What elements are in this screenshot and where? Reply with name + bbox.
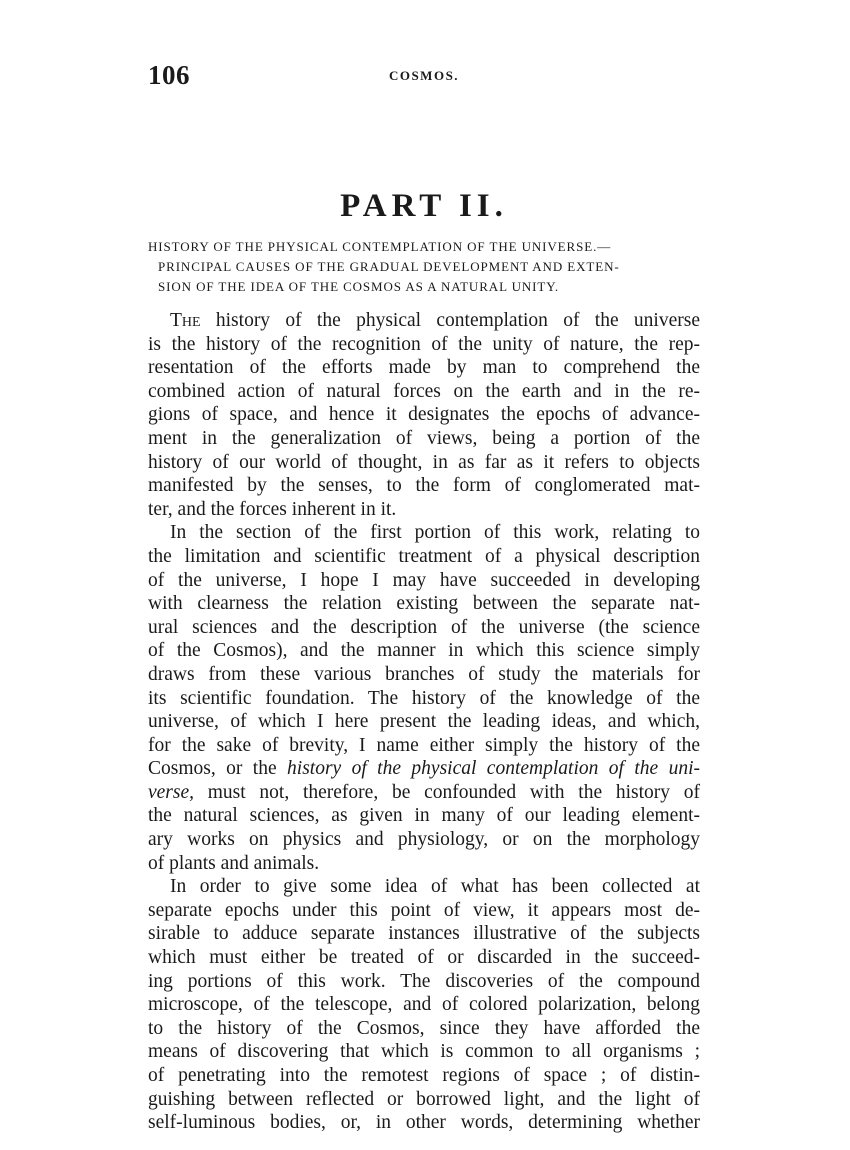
text-line [148,781,700,805]
text-line [148,757,700,781]
body-text [148,309,700,1135]
text-line: In order to give some idea of what has been collected at [170,876,700,898]
text-line: with clearness the relation existing between the separate nat- [148,593,700,615]
text-line: resentation of the efforts made by man to comprehend the [148,357,700,379]
page-number: 106 [148,60,190,90]
paragraph [148,521,700,875]
paragraph [148,875,700,1135]
text-line: the natural sciences, as given in many of our leading element- [148,805,700,827]
text-line: of penetrating into the remotest regions of space ; of distin- [148,1065,700,1086]
italic-title: history of the physical contemplation of the uni- [287,758,701,780]
text-line: combined action of natural forces on the earth and in the re- [148,380,700,402]
text-line: universe, of which I here present the leading ideas, and which, [148,711,700,733]
text-line: ary works on physics and physiology, or on the morphology [148,829,700,851]
line-text: history of the physical contemplation of the universe [200,310,700,331]
text-line [148,309,700,333]
text-line: ter, and the forces inherent in it. [148,498,397,520]
text-line: microscope, of the telescope, and of colored polarization, belong [148,994,700,1016]
summary-line: SION OF THE IDEA OF THE COSMOS AS A NATURAL UNITY. [158,279,559,294]
paragraph [148,309,700,521]
section-summary [148,237,696,297]
text-line: gions of space, and hence it designates the epochs of advance- [148,404,700,426]
text-line: to the history of the Cosmos, since they have afforded the [148,1017,700,1039]
text-line: of plants and animals. [148,852,320,874]
text-line: self-luminous bodies, or, in other words, determining whether [148,1112,700,1134]
text-line: history of our world of thought, in as far as it refers to objects [148,451,700,473]
text-line: In the section of the first portion of this work, relating to [170,522,700,544]
text-line: ment in the generalization of views, being a portion of the [148,427,700,449]
line-text: must not, therefore, be confounded with the history of [194,781,700,803]
text-line: ing portions of this work. The discoveries of the compound [148,970,700,992]
text-line: ural sciences and the description of the universe (the science [148,616,700,638]
text-line: which must either be treated of or discarded in the succeed- [148,947,700,969]
text-line: means of discovering that which is common to all organisms ; [148,1041,700,1063]
text-line: guishing between reflected or borrowed light, and the light of [148,1088,700,1110]
part-heading: PART II. [340,188,508,224]
text-line: manifested by the senses, to the form of conglomerated mat- [148,475,700,497]
text-line: the limitation and scientific treatment of a physical description [148,545,700,567]
text-line: its scientific foundation. The history of the knowledge of the [148,687,700,709]
italic-title: verse, [148,781,195,803]
text-line: sirable to adduce separate instances illustrative of the subjects [148,923,700,945]
text-line: of the Cosmos), and the manner in which this science simply [148,640,700,662]
text-line: is the history of the recognition of the unity of nature, the rep- [148,333,700,355]
running-head [148,60,700,90]
summary-line: HISTORY OF THE PHYSICAL CONTEMPLATION OF THE UNIVERSE.— [148,239,612,254]
text-line: for the sake of brevity, I name either simply the history of the [148,734,700,756]
summary-line: PRINCIPAL CAUSES OF THE GRADUAL DEVELOPMENT AND EXTEN- [158,259,620,274]
lead-word: The [170,310,201,331]
text-line: separate epochs under this point of view, it appears most de- [148,899,700,921]
text-line: of the universe, I hope I may have succeeded in developing [148,569,700,591]
text-line: draws from these various branches of study the materials for [148,663,700,685]
line-text: Cosmos, or the [148,758,288,780]
running-title: COSMOS. [388,68,460,83]
